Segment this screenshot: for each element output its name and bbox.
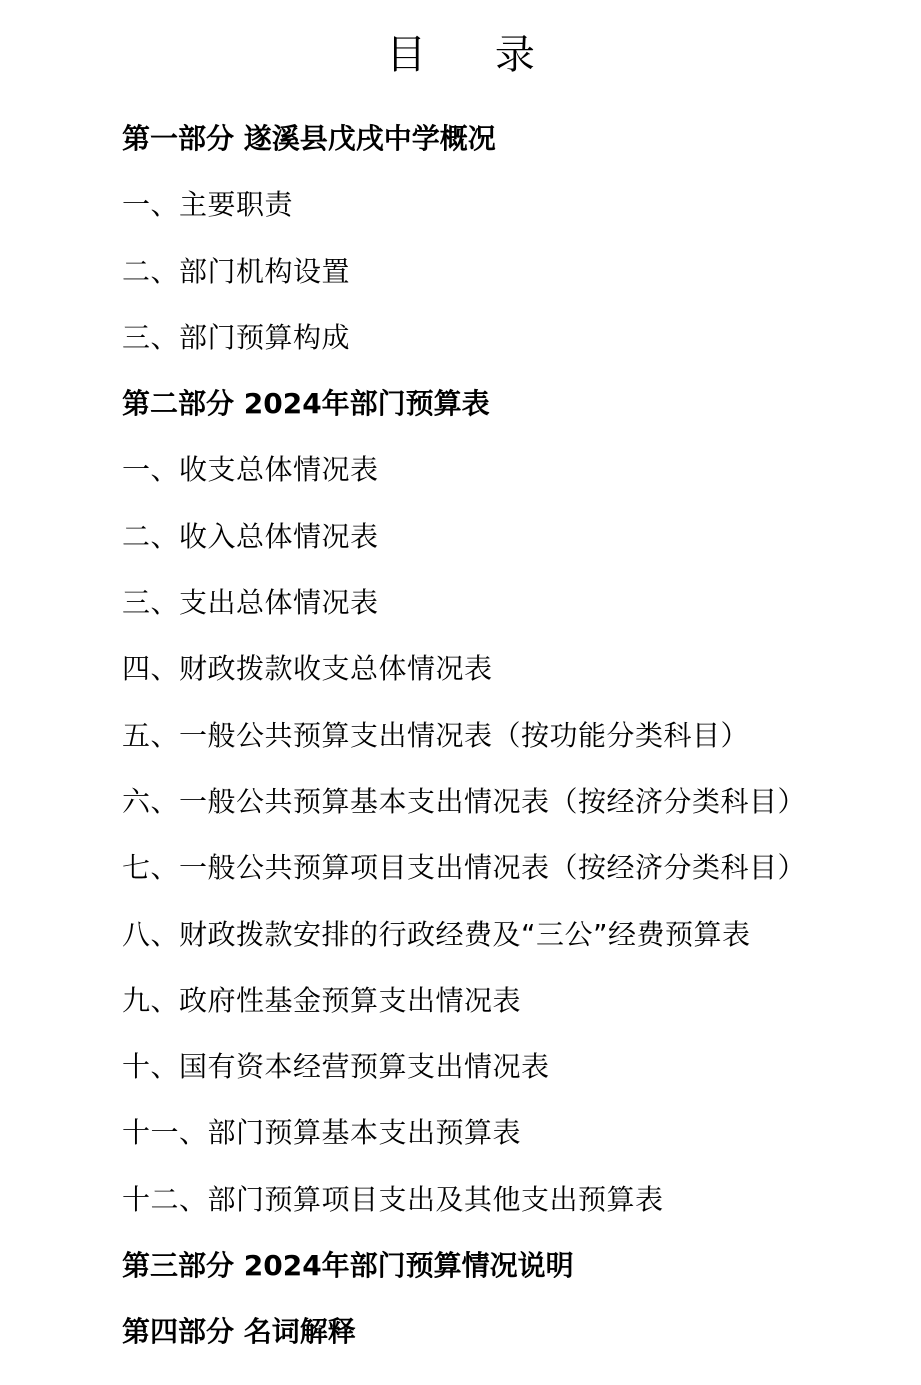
toc-part-heading: 第三部分 2024年部门预算情况说明	[122, 1249, 574, 1283]
toc-entry: 二、部门机构设置	[122, 254, 351, 288]
toc-entry: 一、主要职责	[122, 188, 294, 222]
toc-entry: 六、一般公共预算基本支出情况表（按经济分类科目）	[122, 784, 807, 818]
toc-entry: 三、支出总体情况表	[122, 586, 379, 620]
table-of-contents	[122, 106, 901, 1366]
toc-entry: 十一、部门预算基本支出预算表	[122, 1116, 522, 1150]
toc-entry: 十、国有资本经营预算支出情况表	[122, 1050, 550, 1084]
toc-part-heading: 第二部分 2024年部门预算表	[122, 387, 490, 421]
toc-entry: 五、一般公共预算支出情况表（按功能分类科目）	[122, 718, 750, 752]
toc-entry: 三、部门预算构成	[122, 320, 351, 354]
toc-entry: 四、财政拨款收支总体情况表	[122, 652, 493, 686]
toc-entry: 八、财政拨款安排的行政经费及“三公”经费预算表	[122, 917, 751, 951]
toc-entry: 十二、部门预算项目支出及其他支出预算表	[122, 1182, 664, 1216]
toc-part-heading: 第四部分 名词解释	[122, 1315, 356, 1349]
toc-part-heading: 第一部分 遂溪县戊戌中学概况	[122, 122, 496, 155]
toc-entry: 二、收入总体情况表	[122, 519, 379, 553]
toc-entry: 七、一般公共预算项目支出情况表（按经济分类科目）	[122, 851, 807, 885]
toc-entry: 一、收支总体情况表	[122, 453, 379, 487]
page-title: 目 录	[386, 32, 563, 78]
toc-entry: 九、政府性基金预算支出情况表	[122, 983, 522, 1017]
